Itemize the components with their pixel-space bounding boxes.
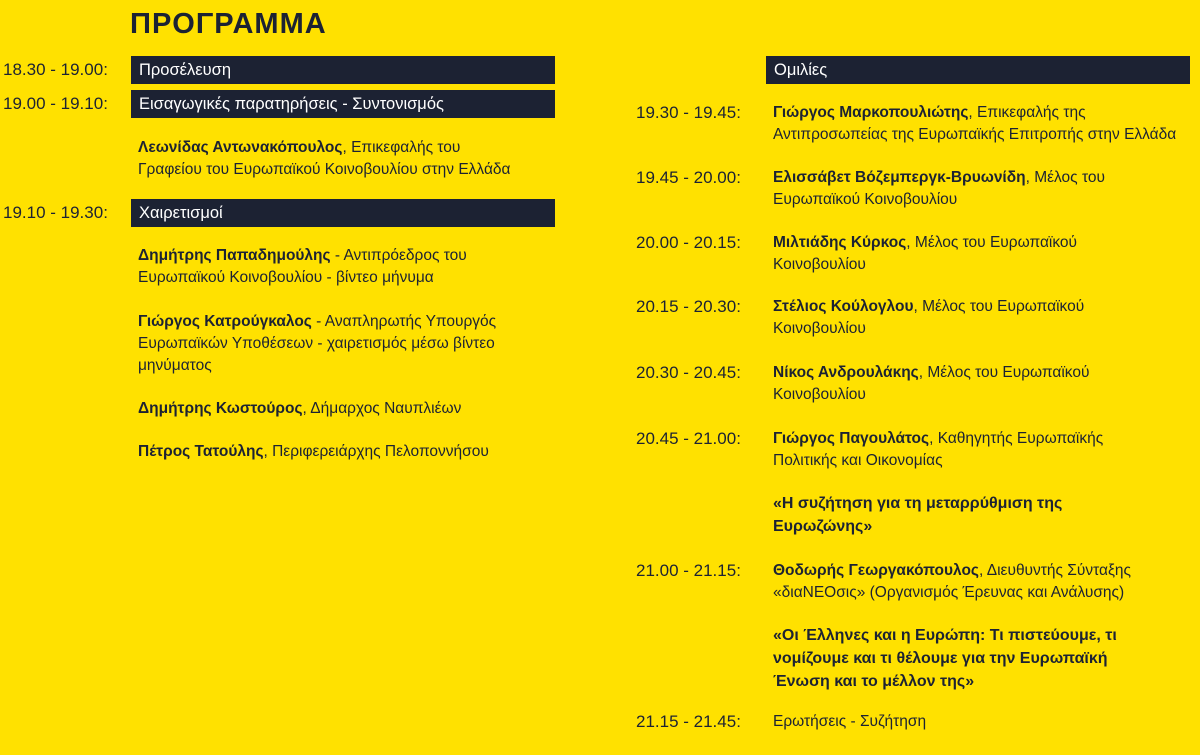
speaker-role: , Καθηγητής Ευρωπαϊκής (929, 430, 1104, 447)
talk-title (773, 624, 1117, 693)
talk-time: 21.00 - 21.15: (636, 561, 741, 580)
qa-label: Ερωτήσεις - Συζήτηση (773, 713, 927, 730)
qa-time: 21.15 - 21.45: (636, 712, 741, 731)
greetings-time: 19.10 - 19.30: (3, 203, 108, 222)
speaker-name: Θοδωρής Γεωργακόπουλος (773, 562, 979, 579)
speaker-role: Γραφείου του Ευρωπαϊκού Κοινοβουλίου στην Ελλάδα (138, 161, 511, 178)
speaker-role: , Δήμαρχος Ναυπλιέων (302, 400, 462, 417)
talk-title-line: νομίζουμε και τι θέλουμε για την Ευρωπαϊκή (773, 650, 1108, 667)
speaker-role: , Διευθυντής Σύνταξης (979, 562, 1132, 579)
talk-time: 20.30 - 20.45: (636, 363, 741, 382)
intro-bar: Εισαγωγικές παρατηρήσεις - Συντονισμός (131, 90, 555, 118)
speaker-role: - Αντιπρόεδρος του (330, 247, 467, 264)
speaker-role: Αντιπροσωπείας της Ευρωπαϊκής Επιτροπής στην Ελλάδα (773, 126, 1177, 143)
intro-time: 19.00 - 19.10: (3, 94, 108, 113)
speaker-name: Δημήτρης Παπαδημούλης (138, 247, 331, 264)
speaker-role: , Επικεφαλής της (968, 104, 1086, 121)
speaker-role: Ευρωπαϊκού Κοινοβουλίου (773, 191, 958, 208)
speaker-name: Πέτρος Τατούλης (138, 443, 264, 460)
speaker-role: , Επικεφαλής του (342, 139, 461, 156)
speaker-name: Νίκος Ανδρουλάκης (773, 364, 919, 381)
talk-time: 20.15 - 20.30: (636, 297, 741, 316)
speaker-role: , Μέλος του Ευρωπαϊκού (906, 234, 1078, 251)
speaker-name: Στέλιος Κούλογλου (773, 298, 914, 315)
speaker-role: Κοινοβουλίου (773, 320, 866, 337)
talk-item (773, 102, 1176, 146)
greeting-item (138, 245, 467, 289)
speaker-role: Πολιτικής και Οικονομίας (773, 452, 943, 469)
talk-title-line: Ευρωζώνης» (773, 518, 873, 535)
intro-speaker (138, 137, 511, 181)
speaker-role: , Μέλος του Ευρωπαϊκού (913, 298, 1085, 315)
talk-item (773, 296, 1084, 340)
talk-title-line: «Οι Έλληνες και η Ευρώπη: Τι πιστεύουμε, τι (773, 627, 1117, 644)
talk-time: 19.30 - 19.45: (636, 103, 741, 122)
arrival-bar: Προσέλευση (131, 56, 555, 84)
speaker-role: Ευρωπαϊκού Κοινοβουλίου - βίντεο μήνυμα (138, 269, 434, 286)
talk-item (773, 560, 1131, 604)
speaker-name: Γιώργος Μαρκοπουλιώτης (773, 104, 969, 121)
speaker-role: , Περιφερειάρχης Πελοποννήσου (263, 443, 489, 460)
speaker-role: Κοινοβουλίου (773, 256, 866, 273)
speaker-role: Κοινοβουλίου (773, 386, 866, 403)
talk-time: 19.45 - 20.00: (636, 168, 741, 187)
speaker-role: - Αναπληρωτής Υπουργός (311, 313, 497, 330)
talks-header-bar: Ομιλίες (766, 56, 1190, 84)
talk-item (773, 428, 1103, 472)
talk-item (773, 232, 1077, 276)
talk-title-line: Ένωση και το μέλλον της» (773, 673, 975, 690)
greetings-bar: Χαιρετισμοί (131, 199, 555, 227)
page-title: ΠΡΟΓΡΑΜΜΑ (130, 8, 327, 40)
speaker-role: , Μέλος του (1025, 169, 1105, 186)
talk-time: 20.00 - 20.15: (636, 233, 741, 252)
talk-item (773, 362, 1089, 406)
talk-title (773, 492, 1062, 538)
speaker-role: «διαΝΕΟσις» (Οργανισμός Έρευνας και Ανάλυσης) (773, 584, 1125, 601)
speaker-name: Γιώργος Κατρούγκαλος (138, 313, 312, 330)
speaker-role: , Μέλος του Ευρωπαϊκού (918, 364, 1090, 381)
speaker-name: Γιώργος Παγουλάτος (773, 430, 930, 447)
talk-title-line: «Η συζήτηση για τη μεταρρύθμιση της (773, 495, 1063, 512)
greeting-item (138, 398, 461, 420)
speaker-role: μηνύματος (138, 357, 212, 374)
talk-item (773, 167, 1105, 211)
greeting-item (138, 441, 489, 463)
talk-time: 20.45 - 21.00: (636, 429, 741, 448)
arrival-time: 18.30 - 19.00: (3, 60, 108, 79)
speaker-name: Δημήτρης Κωστούρος (138, 400, 303, 417)
speaker-name: Ελισσάβετ Βόζεμπεργκ-Βρυωνίδη (773, 169, 1026, 186)
speaker-name: Λεωνίδας Αντωνακόπουλος (138, 139, 343, 156)
speaker-name: Μιλτιάδης Κύρκος (773, 234, 907, 251)
greeting-item (138, 311, 496, 377)
speaker-role: Ευρωπαϊκών Υποθέσεων - χαιρετισμός μέσω βίντεο (138, 335, 495, 352)
